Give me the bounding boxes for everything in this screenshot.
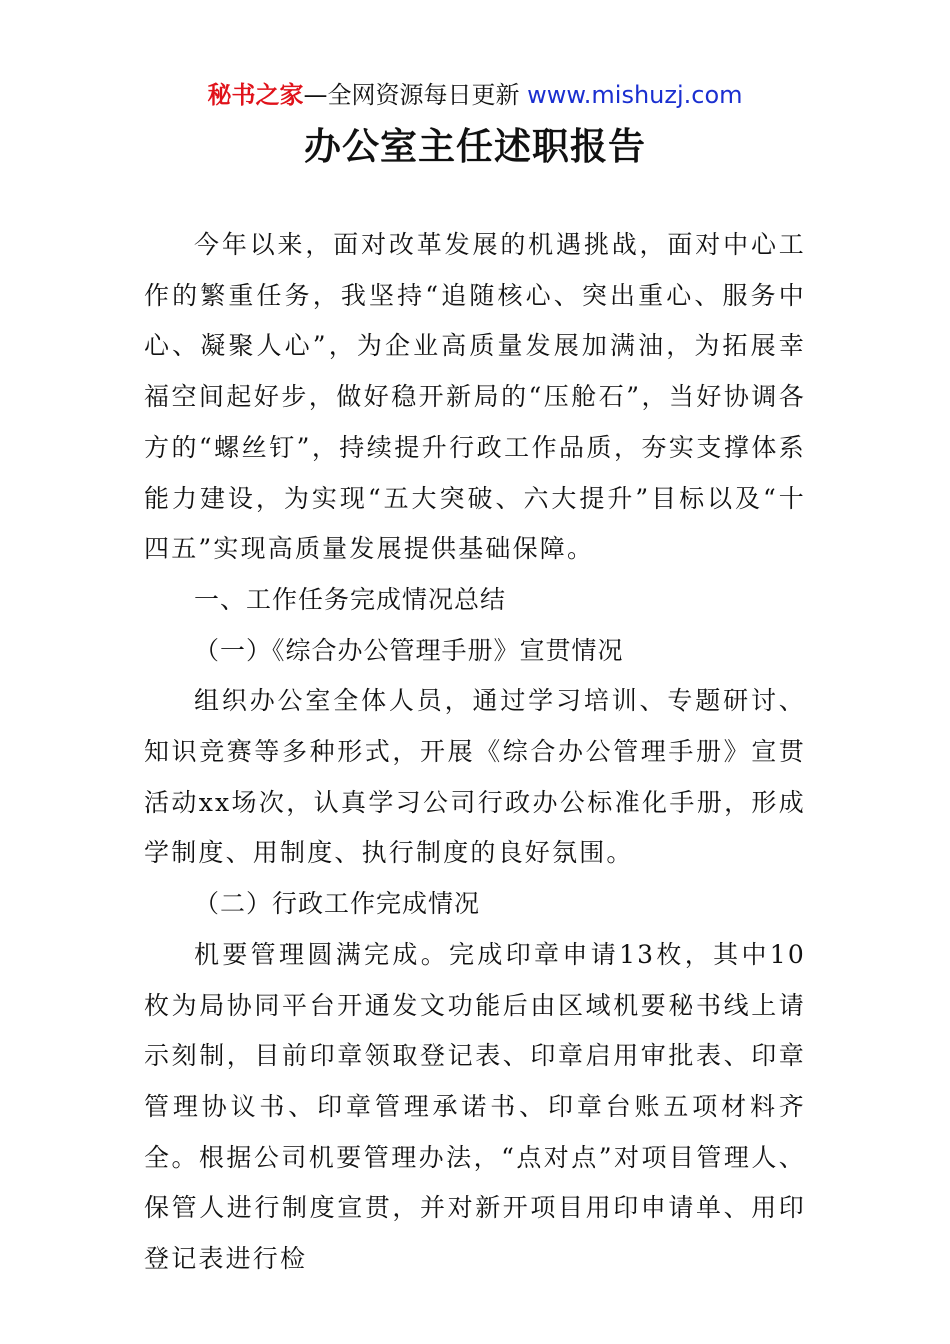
subsection-paragraph-1: 组织办公室全体人员，通过学习培训、专题研讨、知识竞赛等多种形式，开展《综合办公管理手册》宣贯活动xx场次，认真学习公司行政办公标准化手册，形成学制度、用制度、执行制度的良好氛围。: [144, 686, 806, 868]
banner-slogan: —全网资源每日更新: [303, 81, 528, 109]
intro-paragraph: 今年以来，面对改革发展的机遇挑战，面对中心工作的繁重任务，我坚持“追随核心、突出重心、服务中心、凝聚人心”，为企业高质量发展加满油，为拓展幸福空间起好步，做好稳开新局的“压舱石”，当好协调各方的“螺丝钉”，持续提升行政工作品质，夯实支撑体系能力建设，为实现“五大突破、六大提升”目标以及“十四五”实现高质量发展提供基础保障。: [144, 230, 806, 564]
document-title: 办公室主任述职报告: [304, 124, 646, 168]
banner-brand: 秘书之家: [207, 81, 304, 109]
banner-url-link[interactable]: www.mishuzj.com: [527, 81, 743, 109]
subsection-heading-2: （二）行政工作完成情况: [194, 889, 481, 919]
section-heading-1: 一、工作任务完成情况总结: [194, 584, 507, 614]
subsection-paragraph-2: 机要管理圆满完成。完成印章申请13枚，其中10枚为局协同平台开通发文功能后由区域机要秘书线上请示刻制，目前印章领取登记表、印章启用审批表、印章管理协议书、印章管理承诺书、印章台账五项材料齐全。根据公司机要管理办法，“点对点”对项目管理人、保管人进行制度宣贯，并对新开项目用印申请单、用印登记表进行检: [144, 939, 806, 1274]
document-body: [144, 220, 806, 1285]
site-banner: [0, 78, 950, 112]
subsection-heading-1: （一）《综合办公管理手册》宣贯情况: [194, 635, 624, 665]
